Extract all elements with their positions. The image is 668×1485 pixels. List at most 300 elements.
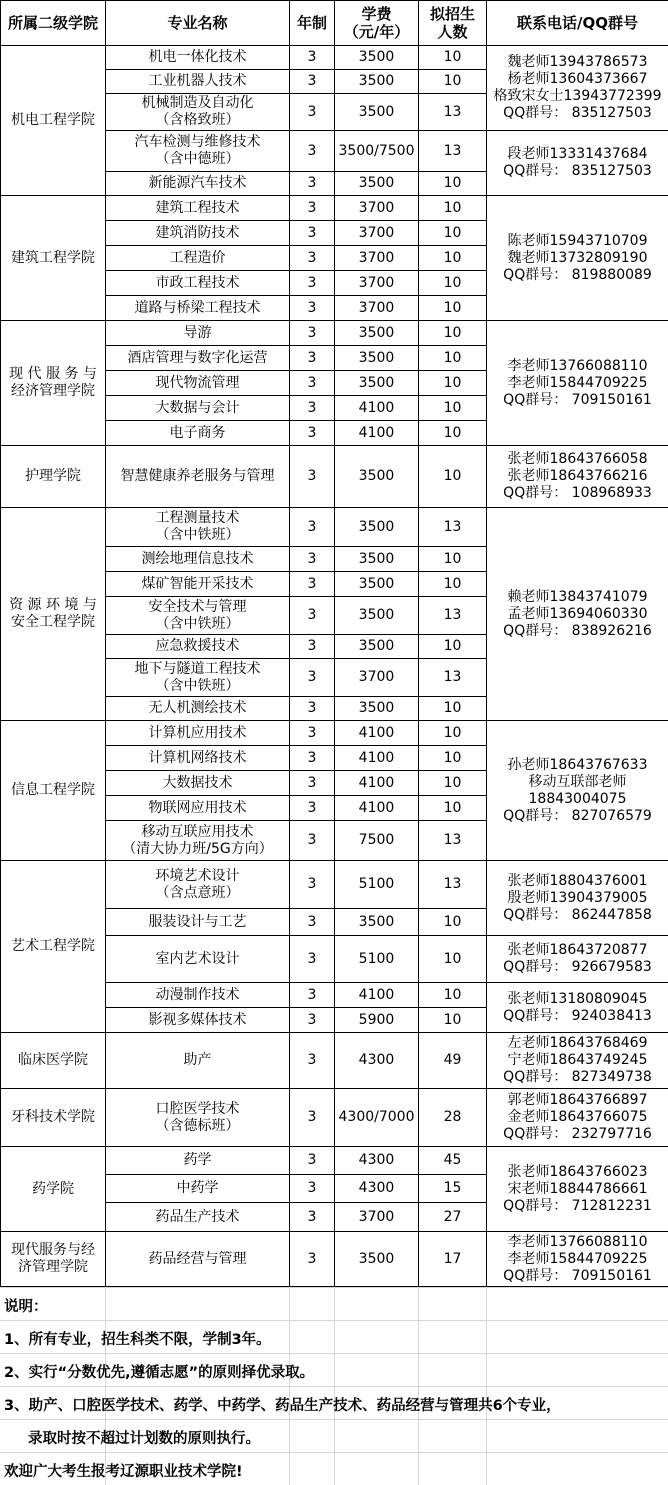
contact-line: 魏老师13732809190 [487,250,668,267]
note-text: 录取时按不超过计划数的原则执行。 [28,1427,260,1448]
major-name-line: 计算机应用技术 [106,725,289,742]
enroll-cell: 10 [419,936,487,983]
years-cell: 3 [290,321,335,346]
major-cell [106,771,290,796]
contact-line: QQ群号： 108968933 [487,485,668,502]
years-cell: 3 [290,94,335,131]
major-name-line: 煤矿智能开采技术 [106,576,289,593]
major-name-line: 物联网应用技术 [106,800,289,817]
contact-line: QQ群号： 862447858 [487,907,668,924]
major-cell [106,861,290,909]
note-text: 欢迎广大考生报考辽源职业技术学院! [4,1460,243,1481]
contact-line: 张老师18643766058 [487,451,668,468]
contact-cell [487,1033,668,1089]
major-name-line: 工业机器人技术 [106,73,289,90]
fee-cell: 3500 [335,547,419,572]
major-name-line: 环境艺术设计 [106,868,289,885]
enroll-cell: 10 [419,271,487,296]
note-text: 3、助产、口腔医学技术、药学、中药学、药品生产技术、药品经营与管理共6个专业， [4,1394,561,1415]
major-name-line: （含中铁班） [106,616,289,633]
enroll-cell: 45 [419,1147,487,1175]
fee-cell: 3500 [335,635,419,659]
header-years: 年制 [290,1,335,46]
enroll-cell: 13 [419,508,487,547]
years-cell: 3 [290,371,335,396]
years-cell: 3 [290,635,335,659]
years-cell: 3 [290,659,335,697]
college-name-line: 安全工程学院 [1,614,105,631]
major-cell [106,172,290,196]
fee-cell: 3500 [335,1232,419,1287]
major-cell [106,94,290,131]
enroll-cell: 10 [419,572,487,597]
note-row [0,1287,668,1320]
major-name-line: 口腔医学技术 [106,1101,289,1118]
college-cell [1,1033,106,1089]
college-cell [1,196,106,321]
contact-cell [487,46,668,131]
major-name-line: （含格致班） [106,112,289,129]
enroll-cell: 10 [419,796,487,821]
college-name-line: 机电工程学院 [1,112,105,129]
years-cell: 3 [290,46,335,70]
enroll-cell: 10 [419,697,487,721]
contact-line: 孟老师13694060330 [487,606,668,623]
note-text: 2、实行“分数优先,遵循志愿”的原则择优录取。 [4,1361,314,1382]
fee-cell: 4100 [335,746,419,771]
fee-cell: 4300/7000 [335,1089,419,1147]
enroll-cell: 17 [419,1232,487,1287]
enroll-cell: 10 [419,246,487,271]
contact-cell [487,983,668,1033]
contact-cell [487,1232,668,1287]
years-cell: 3 [290,746,335,771]
fee-cell: 3700 [335,296,419,321]
college-name-line: 资 源 环 境 与 [1,597,105,614]
college-name-line: 护理学院 [1,468,105,485]
header-enroll-line: 拟招生 [419,5,486,23]
header-contact: 联系电话/QQ群号 [487,1,668,46]
contact-line: QQ群号： 926679583 [487,959,668,976]
fee-cell: 3500 [335,46,419,70]
contact-line: QQ群号： 835127503 [487,163,668,180]
major-cell [106,721,290,746]
contact-line: 殷老师13904379005 [487,890,668,907]
fee-cell: 4100 [335,771,419,796]
major-cell [106,421,290,446]
major-cell [106,746,290,771]
enroll-cell: 10 [419,46,487,70]
college-cell [1,508,106,721]
years-cell: 3 [290,346,335,371]
major-name-line: 导游 [106,325,289,342]
major-cell [106,131,290,172]
years-cell: 3 [290,446,335,508]
enroll-cell: 10 [419,983,487,1008]
note-row [0,1419,668,1452]
major-cell [106,659,290,697]
contact-line: QQ群号： 827349738 [487,1069,668,1086]
major-cell [106,1033,290,1089]
enroll-cell: 13 [419,94,487,131]
fee-cell: 4300 [335,1175,419,1203]
contact-line: QQ群号： 709150161 [487,1268,668,1285]
fee-cell: 4300 [335,1033,419,1089]
major-name-line: 工程测量技术 [106,510,289,527]
major-name-line: 安全技术与管理 [106,599,289,616]
contact-line: 段老师13331437684 [487,146,668,163]
enroll-cell: 10 [419,547,487,572]
years-cell: 3 [290,172,335,196]
major-cell [106,396,290,421]
enroll-cell: 15 [419,1175,487,1203]
major-name-line: 建筑消防技术 [106,225,289,242]
major-cell [106,1147,290,1175]
fee-cell: 3700 [335,221,419,246]
contact-line: 张老师13180809045 [487,991,668,1008]
major-name-line: （含中铁班） [106,527,289,544]
fee-cell: 4100 [335,796,419,821]
major-cell [106,796,290,821]
major-name-line: 道路与桥梁工程技术 [106,300,289,317]
major-cell [106,1175,290,1203]
major-cell [106,371,290,396]
enroll-cell: 49 [419,1033,487,1089]
major-name-line: 电子商务 [106,425,289,442]
contact-line: QQ群号： 819880089 [487,267,668,284]
major-name-line: 移动互联应用技术 [106,824,289,841]
years-cell: 3 [290,421,335,446]
college-name-line: 牙科技术学院 [1,1109,105,1126]
years-cell: 3 [290,1008,335,1033]
major-cell [106,221,290,246]
enroll-cell: 27 [419,1203,487,1232]
enroll-cell: 10 [419,1008,487,1033]
years-cell: 3 [290,821,335,861]
major-cell [106,346,290,371]
contact-line: 杨老师13604373667 [487,71,668,88]
enroll-cell: 28 [419,1089,487,1147]
major-cell [106,196,290,221]
college-name-line: 信息工程学院 [1,782,105,799]
fee-cell: 3700 [335,271,419,296]
table-row [1,721,668,746]
table-body [1,46,668,1287]
notes-section [0,1287,668,1485]
enroll-cell: 10 [419,346,487,371]
major-name-line: 地下与隧道工程技术 [106,661,289,678]
years-cell: 3 [290,1089,335,1147]
major-name-line: （含德标班） [106,1118,289,1135]
major-name-line: 机械制造及自动化 [106,95,289,112]
table-row [1,196,668,221]
college-name-line: 济管理学院 [1,1259,105,1276]
major-cell [106,936,290,983]
major-name-line: 助产 [106,1052,289,1069]
major-name-line: 服装设计与工艺 [106,914,289,931]
enroll-cell: 10 [419,396,487,421]
major-name-line: 智慧健康养老服务与管理 [106,468,289,485]
header-row [1,1,668,46]
major-cell [106,1232,290,1287]
major-name-line: 大数据技术 [106,775,289,792]
contact-line: 移动互联部老师18843004075 [487,774,668,808]
major-name-line: 药学 [106,1152,289,1169]
table-row [1,1147,668,1175]
years-cell: 3 [290,221,335,246]
contact-line: QQ群号： 838926216 [487,623,668,640]
contact-cell [487,321,668,446]
major-cell [106,246,290,271]
college-name-line: 临床医学院 [1,1052,105,1069]
major-name-line: 建筑工程技术 [106,200,289,217]
college-name-line: 现 代 服 务 与 [1,366,105,383]
enroll-cell: 10 [419,296,487,321]
contact-line: 赖老师13843741079 [487,589,668,606]
major-cell [106,46,290,70]
note-row [0,1320,668,1353]
fee-cell: 3500 [335,346,419,371]
enroll-cell: 10 [419,196,487,221]
fee-cell: 3700 [335,1203,419,1232]
contact-line: QQ群号： 712812231 [487,1198,668,1215]
college-cell [1,1147,106,1232]
fee-cell: 5100 [335,861,419,909]
contact-line: 宁老师18643749245 [487,1052,668,1069]
years-cell: 3 [290,572,335,597]
major-cell [106,508,290,547]
contact-line: 张老师18643720877 [487,942,668,959]
fee-cell: 5900 [335,1008,419,1033]
table-row [1,446,668,508]
enroll-cell: 13 [419,821,487,861]
contact-cell [487,446,668,508]
contact-line: 左老师18643768469 [487,1035,668,1052]
contact-cell [487,721,668,861]
years-cell: 3 [290,271,335,296]
enroll-cell: 10 [419,70,487,94]
table-row [1,46,668,70]
major-name-line: （清大协力班/5G方向） [106,841,289,858]
fee-cell: 3500 [335,172,419,196]
contact-line: QQ群号： 827076579 [487,808,668,825]
college-name-line: 经济管理学院 [1,383,105,400]
contact-line: QQ群号： 924038413 [487,1008,668,1025]
years-cell: 3 [290,508,335,547]
years-cell: 3 [290,983,335,1008]
major-name-line: 无人机测绘技术 [106,700,289,717]
enroll-cell: 10 [419,172,487,196]
contact-line: 格致宋女士13943772399 [487,88,668,105]
fee-cell: 3500 [335,572,419,597]
contact-line: 郭老师18643766897 [487,1092,668,1109]
header-enroll-line-2: 人数 [419,23,486,41]
major-name-line: 新能源汽车技术 [106,175,289,192]
enroll-cell: 10 [419,321,487,346]
college-cell [1,861,106,1033]
fee-cell: 3700 [335,659,419,697]
fee-cell: 3500 [335,508,419,547]
major-cell [106,296,290,321]
enroll-cell: 13 [419,659,487,697]
major-name-line: （含中铁班） [106,678,289,695]
major-name-line: 大数据与会计 [106,400,289,417]
major-cell [106,1008,290,1033]
fee-cell: 3500 [335,597,419,635]
contact-cell [487,861,668,936]
table-row [1,1232,668,1287]
major-cell [106,547,290,572]
contact-line: 魏老师13943786573 [487,54,668,71]
college-name-line: 建筑工程学院 [1,250,105,267]
major-name-line: 中药学 [106,1180,289,1197]
contact-cell [487,936,668,983]
contact-line: 李老师13766088110 [487,1234,668,1251]
fee-cell: 3500 [335,909,419,936]
fee-cell: 3500 [335,94,419,131]
years-cell: 3 [290,1033,335,1089]
major-name-line: 动漫制作技术 [106,987,289,1004]
years-cell: 3 [290,597,335,635]
college-cell [1,721,106,861]
contact-line: 李老师15844709225 [487,375,668,392]
fee-cell: 3500 [335,446,419,508]
table-row [1,508,668,547]
contact-cell [487,1089,668,1147]
major-cell [106,597,290,635]
enroll-cell: 10 [419,421,487,446]
contact-cell [487,1147,668,1232]
college-cell [1,321,106,446]
enroll-cell: 10 [419,771,487,796]
table-row [1,1033,668,1089]
enroll-cell: 13 [419,861,487,909]
note-text: 1、所有专业，招生科类不限，学制3年。 [4,1328,271,1349]
fee-cell: 3500 [335,697,419,721]
years-cell: 3 [290,246,335,271]
enroll-cell: 10 [419,371,487,396]
contact-cell [487,196,668,321]
fee-cell: 3500 [335,70,419,94]
table-row [1,1089,668,1147]
major-cell [106,446,290,508]
table-row [1,861,668,909]
note-row [0,1353,668,1386]
fee-cell: 3500/7500 [335,131,419,172]
header-major: 专业名称 [106,1,290,46]
major-name-line: 应急救援技术 [106,638,289,655]
years-cell: 3 [290,909,335,936]
college-cell [1,446,106,508]
header-fee-line: 学费 [335,5,418,23]
major-cell [106,909,290,936]
enroll-cell: 10 [419,721,487,746]
contact-line: 李老师15844709225 [487,1251,668,1268]
major-name-line: 现代物流管理 [106,375,289,392]
major-cell [106,983,290,1008]
table-row [1,321,668,346]
header-fee-unit: （元/年） [335,23,418,41]
contact-line: 金老师18643766075 [487,1109,668,1126]
major-cell [106,321,290,346]
contact-line: 张老师18643766216 [487,468,668,485]
fee-cell: 4100 [335,983,419,1008]
fee-cell: 3700 [335,196,419,221]
contact-line: 张老师18643766023 [487,1164,668,1181]
major-name-line: 药品经营与管理 [106,1251,289,1268]
college-cell [1,1089,106,1147]
major-name-line: 测绘地理信息技术 [106,551,289,568]
enroll-cell: 13 [419,597,487,635]
years-cell: 3 [290,796,335,821]
fee-cell: 4100 [335,721,419,746]
contact-line: 张老师18804376001 [487,873,668,890]
years-cell: 3 [290,547,335,572]
enroll-cell: 13 [419,131,487,172]
fee-cell: 4100 [335,396,419,421]
header-fee [335,1,419,46]
years-cell: 3 [290,1232,335,1287]
major-name-line: 汽车检测与维修技术 [106,134,289,151]
years-cell: 3 [290,70,335,94]
header-enroll [419,1,487,46]
enroll-cell: 10 [419,909,487,936]
college-cell [1,1232,106,1287]
years-cell: 3 [290,861,335,909]
years-cell: 3 [290,771,335,796]
major-name-line: （含中德班） [106,151,289,168]
fee-cell: 3500 [335,371,419,396]
college-name-line: 现代服务与经 [1,1242,105,1259]
note-row [0,1452,668,1485]
major-cell [106,271,290,296]
fee-cell: 7500 [335,821,419,861]
contact-line: QQ群号： 835127503 [487,105,668,122]
major-cell [106,635,290,659]
years-cell: 3 [290,196,335,221]
years-cell: 3 [290,1203,335,1232]
fee-cell: 4100 [335,421,419,446]
college-name-line: 艺术工程学院 [1,938,105,955]
major-name-line: 计算机网络技术 [106,750,289,767]
major-name-line: 药品生产技术 [106,1209,289,1226]
years-cell: 3 [290,396,335,421]
enroll-cell: 10 [419,635,487,659]
contact-line: 陈老师15943710709 [487,233,668,250]
major-cell [106,697,290,721]
major-cell [106,1203,290,1232]
college-name-line: 药学院 [1,1181,105,1198]
contact-cell [487,131,668,196]
years-cell: 3 [290,936,335,983]
major-cell [106,70,290,94]
years-cell: 3 [290,296,335,321]
contact-line: 孙老师18643767633 [487,757,668,774]
note-text: 说明： [4,1295,48,1316]
years-cell: 3 [290,721,335,746]
major-cell [106,572,290,597]
enroll-cell: 10 [419,446,487,508]
contact-line: QQ群号： 232797716 [487,1126,668,1143]
major-name-line: 机电一体化技术 [106,49,289,66]
major-name-line: （含点意班） [106,885,289,902]
major-name-line: 工程造价 [106,250,289,267]
contact-line: 宋老师18844786661 [487,1181,668,1198]
years-cell: 3 [290,1147,335,1175]
major-name-line: 影视多媒体技术 [106,1012,289,1029]
fee-cell: 4300 [335,1147,419,1175]
note-row [0,1386,668,1419]
